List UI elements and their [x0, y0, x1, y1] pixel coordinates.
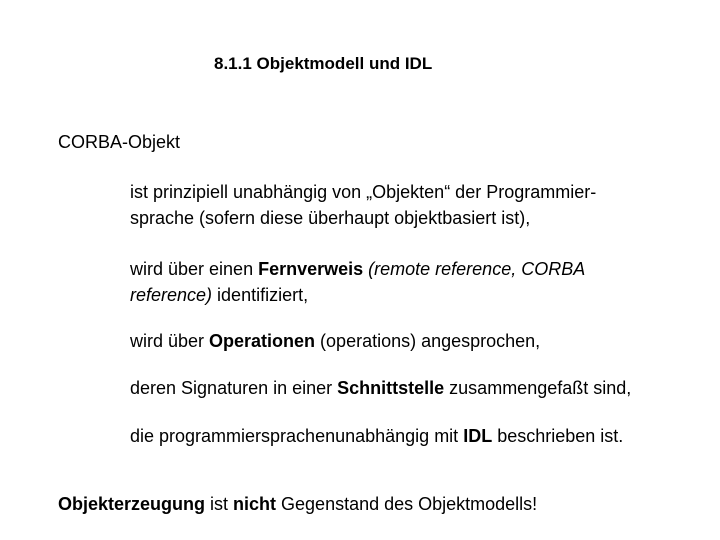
footer-plain: Gegenstand des Objektmodells!	[276, 494, 538, 514]
bullet-item	[60, 256, 700, 308]
bullet-text-italic: reference)	[130, 285, 213, 305]
bullet-text	[130, 423, 700, 449]
bullet-text-plain: identifiziert,	[212, 285, 309, 305]
bullet-text	[130, 328, 700, 354]
bullet-text-italic: (remote reference, CORBA	[363, 259, 586, 279]
bullet-text-plain: wird über einen	[130, 259, 259, 279]
bullet-item	[60, 179, 700, 231]
bullet-text-bold: IDL	[463, 426, 493, 446]
bullet-text-bold: Fernverweis	[258, 259, 364, 279]
bullet-text-bold: Operationen	[209, 331, 316, 351]
bullet-text-plain: beschrieben ist.	[492, 426, 624, 446]
bullet-text-plain: wird über	[130, 331, 210, 351]
page-title: 8.1.1 Objektmodell und IDL	[214, 54, 433, 73]
bullet-text-plain: die programmiersprachenunabhängig mit	[130, 426, 464, 446]
bullet-text-plain: zusammengefaßt sind,	[444, 378, 632, 398]
footer-bold: nicht	[233, 494, 277, 514]
bullet-text-plain: (operations) angesprochen,	[315, 331, 541, 351]
bullet-item	[60, 375, 700, 401]
bullet-text	[130, 375, 700, 401]
footer-note	[58, 494, 537, 515]
footer-bold: Objekterzeugung	[58, 494, 206, 514]
footer-plain: ist	[205, 494, 234, 514]
bullet-text-bold: Schnittstelle	[337, 378, 445, 398]
bullet-line: sprache (sofern diese überhaupt objektbasiert ist),	[130, 208, 531, 228]
bullet-item	[60, 328, 700, 354]
bullet-text	[130, 179, 700, 231]
section-heading: CORBA-Objekt	[58, 132, 181, 152]
bullet-text-plain: deren Signaturen in einer	[130, 378, 338, 398]
bullet-line: ist prinzipiell unabhängig von „Objekten“ der Programmier-	[130, 182, 597, 202]
bullet-text	[130, 256, 700, 308]
bullet-item	[60, 423, 700, 449]
